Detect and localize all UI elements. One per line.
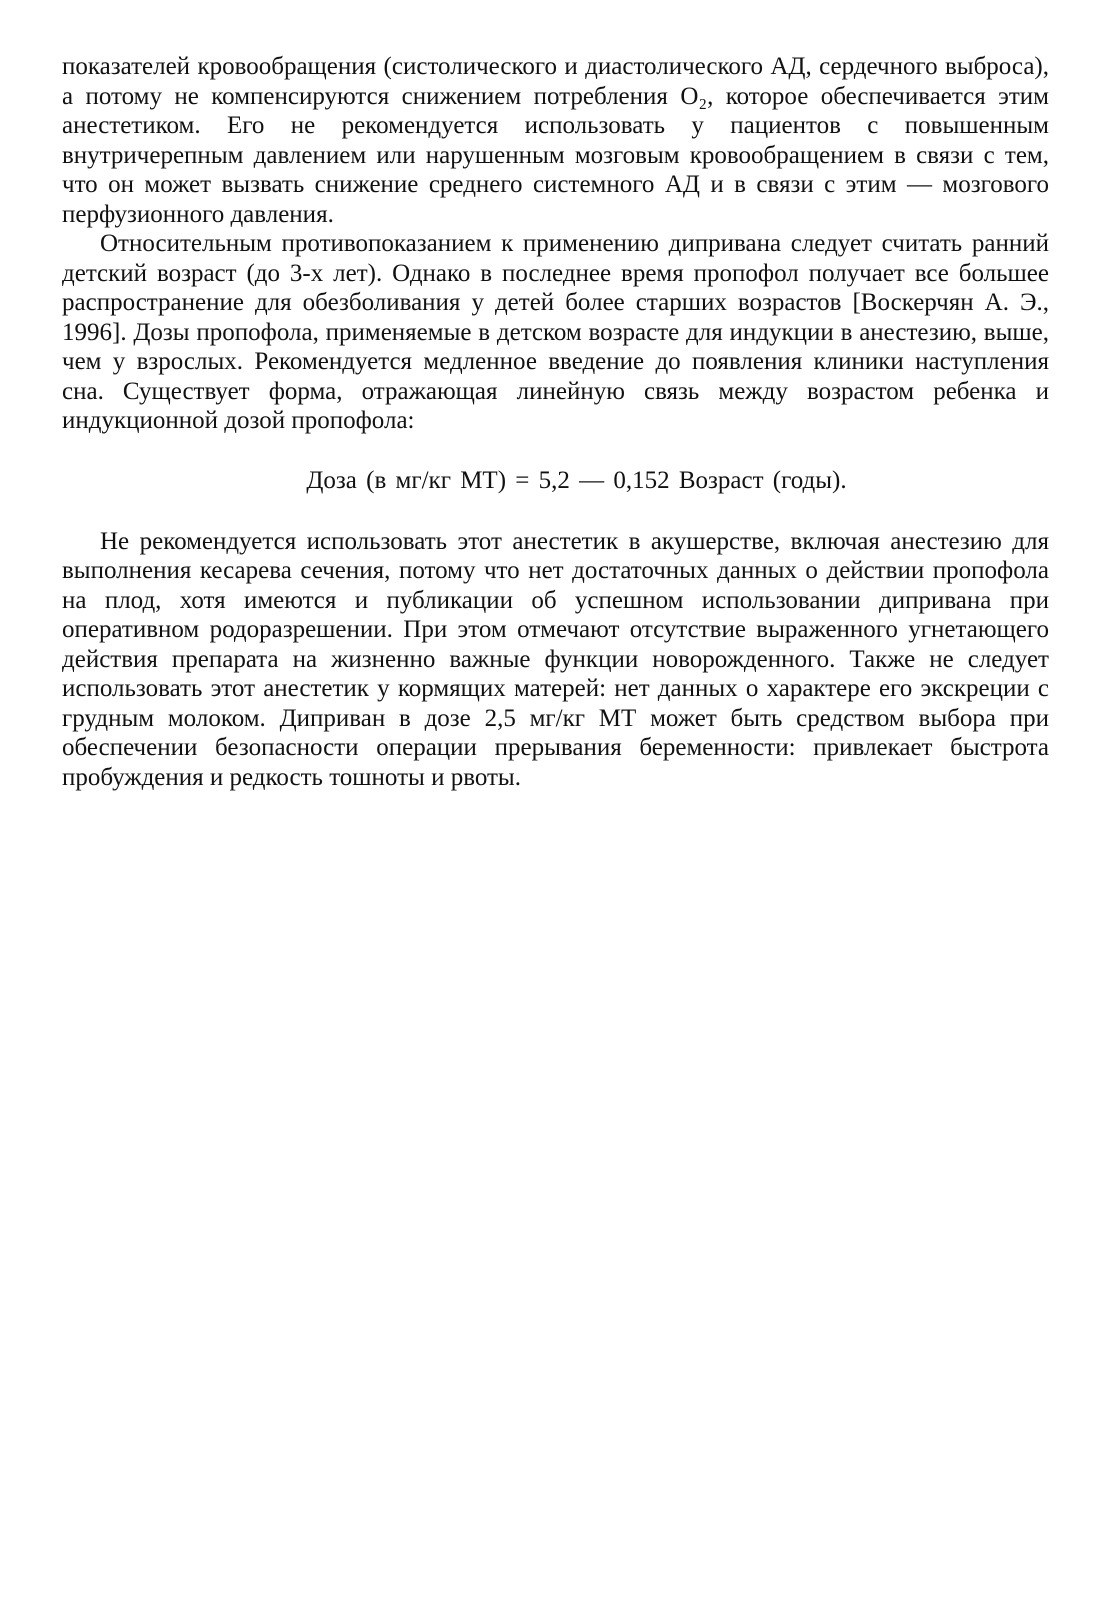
paragraph-circulation: показателей кровообращения (систолического и диастолического АД, сердечного выброса), а потому не компенсируются снижением потребления О₂, которое обеспечивается этим анестетиком. Его не рекомендуется использовать у пациентов с повышенным внутричерепным давлением или нарушенным мозговым кровообращением в связи с тем, что он может вызвать снижение среднего системного АД и в связи с этим — мозгового перфузионного давления. xyxy=(62,53,1049,228)
document-page xyxy=(62,52,1049,792)
paragraph-obstetrics: Не рекомендуется использовать этот анестетик в акушерстве, включая анестезию для выполнения кесарева сечения, потому что нет достаточных данных о действии пропофола на плод, хотя имеются и публикации об успешном использовании дипривана при оперативном родоразрешении. При этом отмечают отсутствие выраженного угнетающего действия препарата на жизненно важные функции новорожденного. Также не следует использовать этот анестетик у кормящих матерей: нет данных о характере его экскреции с грудным молоком. Диприван в дозе 2,5 мг/кг МТ может быть средством выбора при обеспечении безопасности операции прерывания беременности: привлекает быстрота пробуждения и редкость тошноты и рвоты. xyxy=(62,527,1049,791)
paragraph-pediatric-use: Относительным противопоказанием к применению дипривана следует считать ранний детский возраст (до 3-х лет). Однако в последнее время пропофол получает все большее распространение для обезболивания у детей более старших возрастов [Воскерчян А. Э., 1996]. Дозы пропофола, применяемые в детском возрасте для индукции в анестезию, выше, чем у взрослых. Рекомендуется медленное введение до появления клиники наступления сна. Существует форма, отражающая линейную связь между возрастом ребенка и индукционной дозой пропофола: xyxy=(62,230,1049,434)
dose-formula: Доза (в мг/кг МТ) = 5,2 — 0,152 Возраст (годы). xyxy=(306,466,847,494)
